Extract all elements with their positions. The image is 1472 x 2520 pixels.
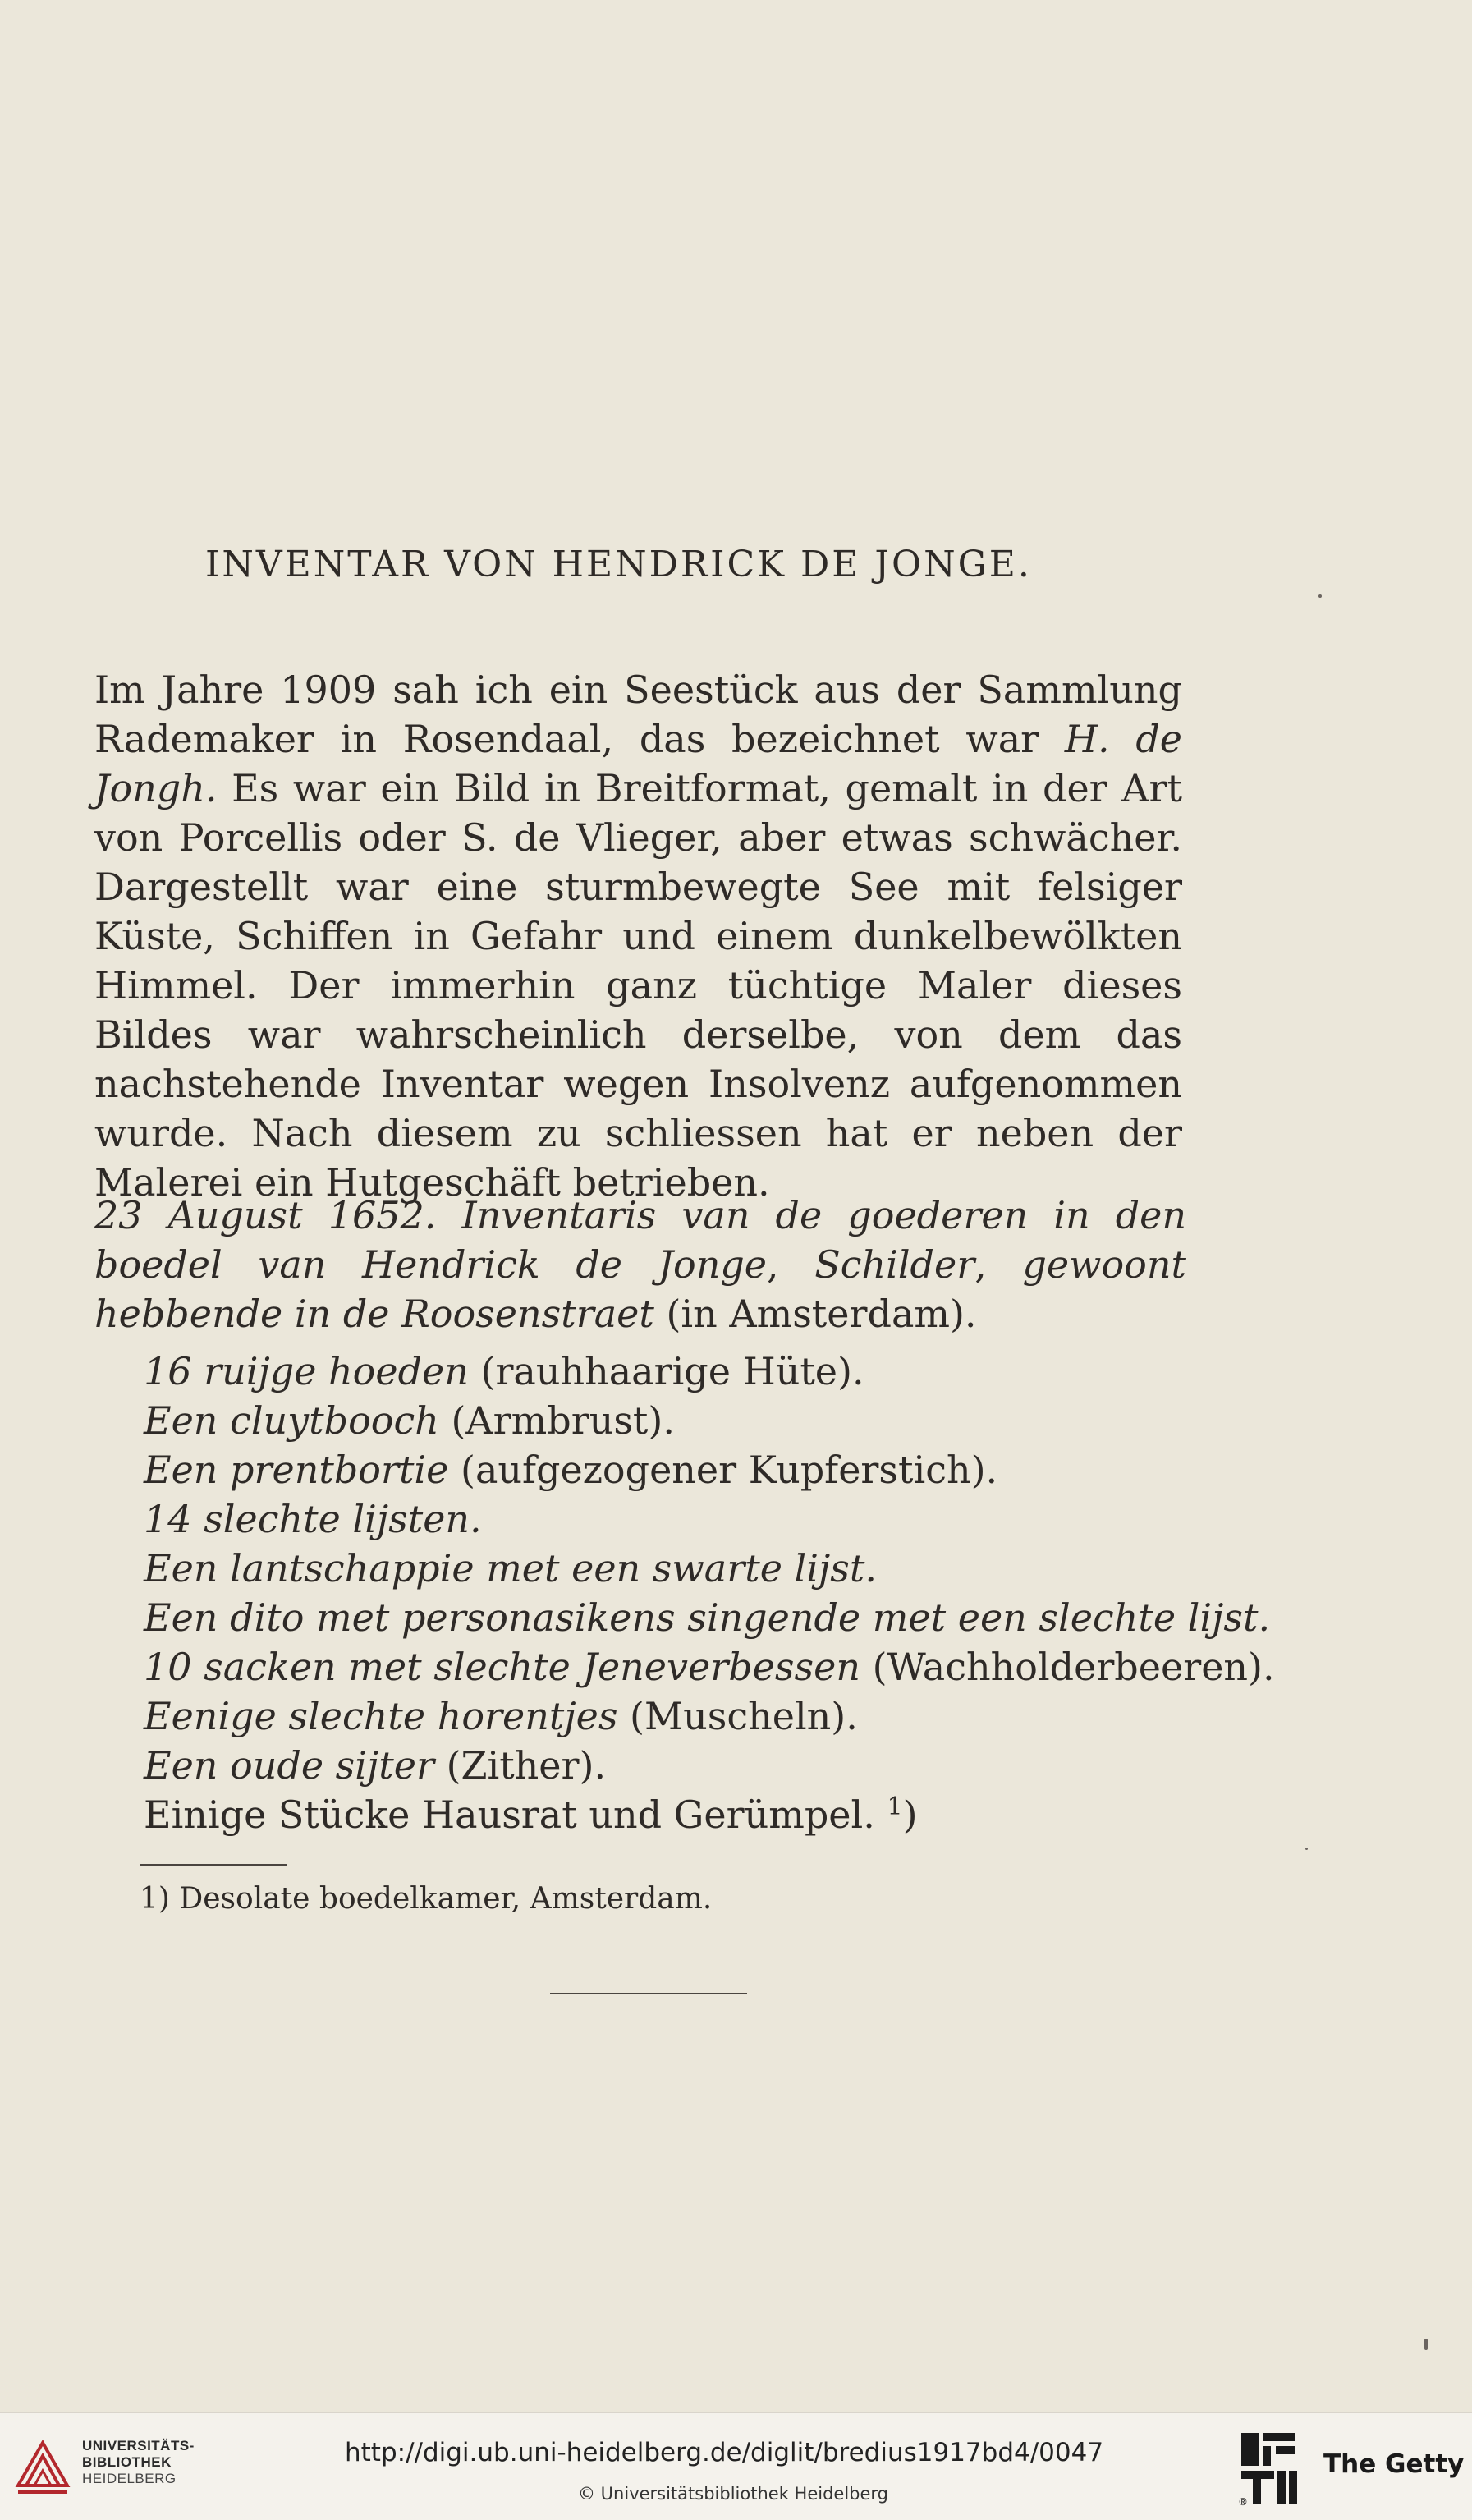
text-run: gewoont hebbende in de Roosenstraet (94, 1242, 1186, 1336)
text-run: (Muscheln). (617, 1694, 858, 1738)
library-footer-bar (0, 2412, 1472, 2520)
text-run: H. de Jongh. (94, 717, 1182, 810)
footnote: 1) Desolate boedelkamer, Amsterdam. (140, 1882, 713, 1916)
text-run: 23 August 1652. Inventaris van de goederen in den boedel van Hendrick de Jonge (94, 1193, 1186, 1287)
inventory-item (144, 1494, 1211, 1544)
text-run: Es war ein Bild in Breitformat, gemalt in der Art von Porcellis oder S. de Vlieger, aber etwas schwächer. Dargestellt war eine sturmbewegte See mit felsiger Küste, Schiffen in Gefahr und einem dunkelbewölkten Himmel. Der immerhin ganz tüchtige Maler dieses Bildes war wahrscheinlich derselbe, von dem das nachstehende Inventar wegen Insolvenz aufgenommen wurde. Nach diesem zu schliessen hat er neben der Malerei ein Hutgeschäft betrieben. (94, 766, 1182, 1205)
heidelberg-logo-icon (15, 2436, 71, 2497)
inventory-heading (94, 1191, 1186, 1338)
getty-label: The Getty (1323, 2449, 1465, 2479)
inventory-item (144, 1790, 1211, 1839)
text-run: , (767, 1242, 815, 1287)
inventory-item (144, 1593, 1271, 1642)
heidelberg-library-logo[interactable] (15, 2431, 195, 2505)
library-name-line3: HEIDELBERG (82, 2471, 177, 2486)
page-speck (1318, 594, 1322, 598)
inventory-item (144, 1544, 1211, 1593)
registered-mark: ® (1238, 2496, 1248, 2507)
text-run: Einige Stücke Hausrat und Gerümpel. (144, 1792, 887, 1837)
page-speck (1424, 2339, 1428, 2350)
library-name-line1: UNIVERSITÄTS- (82, 2438, 195, 2453)
footnote-rule (140, 1864, 287, 1866)
inventory-item (144, 1445, 1211, 1494)
text-run: (Wachholderbeeren). (860, 1645, 1275, 1689)
text-run: Eenige slechte horentjes (144, 1694, 618, 1738)
page-title: INVENTAR VON HENDRICK DE JONGE. (205, 544, 1032, 585)
inventory-item (144, 1741, 1211, 1790)
library-name-line2: BIBLIOTHEK (82, 2454, 172, 2470)
getty-logo-icon[interactable] (1238, 2430, 1309, 2507)
text-run: (aufgezogener Kupferstich). (448, 1448, 998, 1492)
text-run: (rauhhaarige Hüte). (468, 1349, 864, 1393)
text-run: 10 sacken met slechte Jeneverbessen (144, 1645, 860, 1689)
text-run: ) (902, 1792, 918, 1837)
copyright-notice: © Universitätsbibliothek Heidelberg (578, 2484, 889, 2504)
text-run: , (974, 1242, 1023, 1287)
inventory-item (144, 1691, 1211, 1741)
inventory-item (144, 1347, 1211, 1396)
text-run: Een cluytbooch (144, 1398, 439, 1443)
intro-paragraph (94, 665, 1182, 1207)
text-run: 1 (887, 1792, 903, 1821)
text-run: Een oude sijter (144, 1743, 434, 1788)
text-run: Schilder (814, 1242, 975, 1287)
end-rule (550, 1993, 747, 1994)
inventory-item (144, 1396, 1211, 1445)
permalink-url[interactable]: http://digi.ub.uni-heidelberg.de/diglit/bredius1917bd4/0047 (345, 2438, 1104, 2467)
text-run: (in Amsterdam). (653, 1292, 977, 1336)
text-run: (Zither). (433, 1743, 607, 1788)
text-run: Een lantschappie met een swarte lijst. (144, 1546, 877, 1590)
text-run: Een dito met personasikens singende met een slechte lijst. (144, 1595, 1271, 1640)
inventory-item (144, 1642, 1275, 1691)
text-run: 16 ruijge hoeden (144, 1349, 469, 1393)
text-run: Im Jahre 1909 sah ich ein Seestück aus der Sammlung Rademaker in Rosendaal, das bezeichnet war (94, 668, 1182, 761)
page-speck (1305, 1848, 1308, 1850)
text-run: 14 slechte lijsten. (144, 1497, 482, 1541)
text-run: Een prentbortie (144, 1448, 449, 1492)
inventory-list (144, 1347, 1275, 1839)
text-run: (Armbrust). (438, 1398, 675, 1443)
